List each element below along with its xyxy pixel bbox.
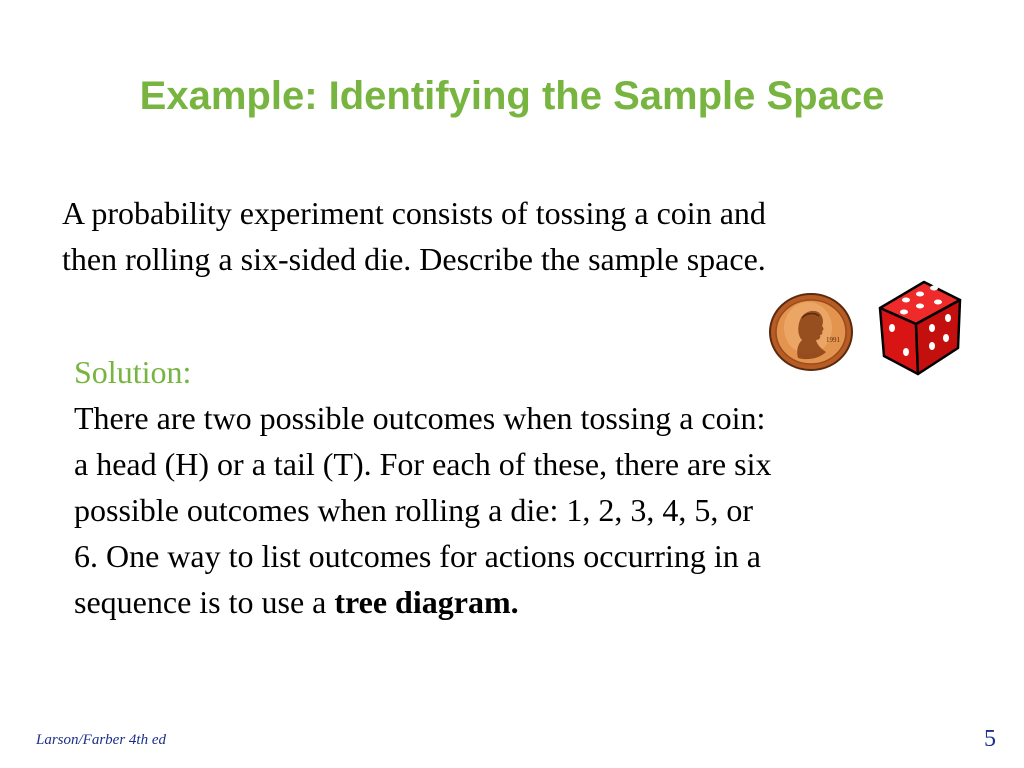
footer-citation: Larson/Farber 4th ed [36, 732, 167, 748]
penny-year: 1991 [826, 336, 840, 344]
solution-line-1: There are two possible outcomes when tossing a coin: [74, 400, 766, 436]
solution-line-3: possible outcomes when rolling a die: 1, 2, 3, 4, 5, or [74, 492, 754, 528]
solution-line-4: 6. One way to list outcomes for actions occurring in a [74, 538, 761, 574]
problem-line-2: then rolling a six-sided die. Describe the sample space. [62, 241, 766, 277]
problem-statement [62, 190, 962, 282]
page-number: 5 [984, 726, 996, 752]
solution-line-5 [74, 579, 974, 625]
tree-diagram-term: tree diagram. [334, 584, 519, 620]
slide-title: Example: Identifying the Sample Space [139, 74, 885, 118]
solution-line-5-text: sequence is to use a [74, 584, 335, 620]
solution-label: Solution: [74, 354, 192, 390]
problem-line-1: A probability experiment consists of tossing a coin and [62, 195, 766, 231]
solution-block [74, 349, 974, 625]
solution-line-2: a head (H) or a tail (T). For each of these, there are six [74, 446, 772, 482]
